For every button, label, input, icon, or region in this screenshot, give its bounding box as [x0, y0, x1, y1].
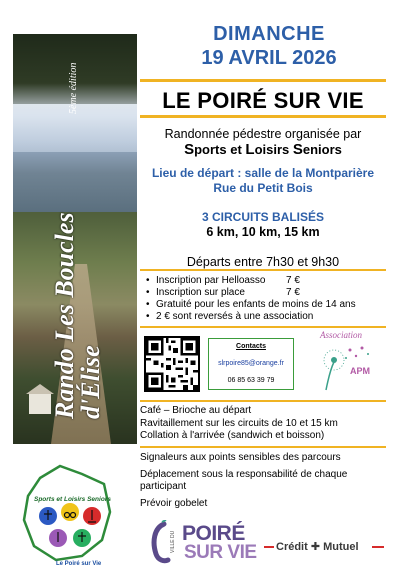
list-item	[146, 275, 396, 287]
sls-title: Sports et Loisirs Seniors	[34, 496, 111, 503]
poire-word: POIRÉ	[182, 522, 245, 545]
list-item	[146, 299, 396, 311]
edition-label: 5ème édition	[68, 62, 79, 114]
price-label: 2 € sont reversés à une association	[156, 311, 314, 322]
list-item	[146, 311, 396, 323]
ville-du-label: VILLE DU	[170, 530, 176, 554]
sports-loisirs-logo	[12, 456, 124, 568]
note-cup: Prévoir gobelet	[140, 497, 208, 509]
divider	[140, 115, 386, 118]
circuits-distances: 6 km, 10 km, 15 km	[206, 225, 320, 239]
price-label: Inscription par Helloasso	[156, 275, 266, 286]
cafe-line: Café – Brioche au départ	[140, 405, 252, 416]
contact-email[interactable]: slrpoire85@orange.fr	[218, 360, 284, 367]
contact-phone[interactable]: 06 85 63 39 79	[227, 377, 275, 384]
event-day: DIMANCHE	[213, 23, 325, 45]
divider	[140, 79, 386, 82]
club-initial: S	[292, 141, 303, 158]
credit-mutuel-name: Crédit ✚ Mutuel	[276, 541, 359, 553]
event-full-date: 19 AVRIL 2026	[201, 47, 337, 69]
organizer-intro: Randonnée pédestre organisée par	[164, 127, 362, 141]
club-word: ports et	[194, 142, 246, 157]
departure-times: Départs entre 7h30 et 9h30	[186, 255, 340, 269]
contacts-box	[208, 338, 294, 390]
club-word: eniors	[302, 142, 342, 157]
refuel-line: Ravitaillement sur les circuits de 10 et 15 km	[140, 417, 338, 429]
pear-icon	[150, 520, 172, 564]
note-signals: Signaleurs aux points sensibles des parcours	[140, 452, 341, 463]
price-value: 7 €	[286, 287, 300, 298]
divider	[140, 326, 386, 328]
departure-street: Rue du Petit Bois	[213, 181, 313, 195]
club-initial: S	[184, 141, 195, 158]
credit-mutuel-logo	[264, 540, 384, 554]
club-name	[140, 142, 386, 158]
list-item	[146, 287, 396, 299]
price-list	[146, 275, 396, 323]
photo-overlay-text	[13, 34, 137, 444]
notes-block	[140, 452, 390, 514]
price-label: Gratuité pour les enfants de moins de 14 ans	[156, 299, 356, 310]
association-label: Association	[320, 330, 362, 340]
divider	[140, 400, 386, 402]
note-responsibility: Déplacement sous la responsabilité de chaque participant	[140, 468, 348, 492]
qr-code-icon[interactable]	[144, 336, 200, 392]
circuits-block	[140, 210, 386, 240]
price-label: Inscription sur place	[156, 287, 245, 298]
apm-logo	[306, 330, 384, 394]
club-word: oisirs	[254, 142, 293, 157]
departure-hall: Lieu de départ : salle de la Montparière	[151, 166, 375, 180]
apm-brand: APM	[350, 366, 370, 376]
vendee-map-icon	[12, 456, 124, 568]
sls-town: Le Poiré sur Vie	[56, 561, 102, 567]
circuits-title: 3 CIRCUITS BALISÉS	[201, 210, 324, 224]
refreshments-block	[140, 405, 390, 443]
event-date	[150, 22, 388, 70]
divider	[140, 269, 386, 271]
contacts-title: Contacts	[236, 343, 266, 350]
snack-line: Collation à l'arrivée (sandwich et boisson)	[140, 430, 325, 441]
poire-sur-vie-logo	[150, 518, 262, 568]
rando-title: Rando Les Boucles d'Élise	[50, 212, 105, 419]
price-value: 7 €	[286, 275, 300, 286]
town-title: LE POIRÉ SUR VIE	[162, 88, 364, 113]
divider	[140, 446, 386, 448]
organizer-block	[140, 126, 386, 158]
departure-location	[140, 166, 386, 196]
sur-vie-word: SUR VIE	[184, 542, 257, 563]
club-initial: L	[245, 141, 255, 158]
